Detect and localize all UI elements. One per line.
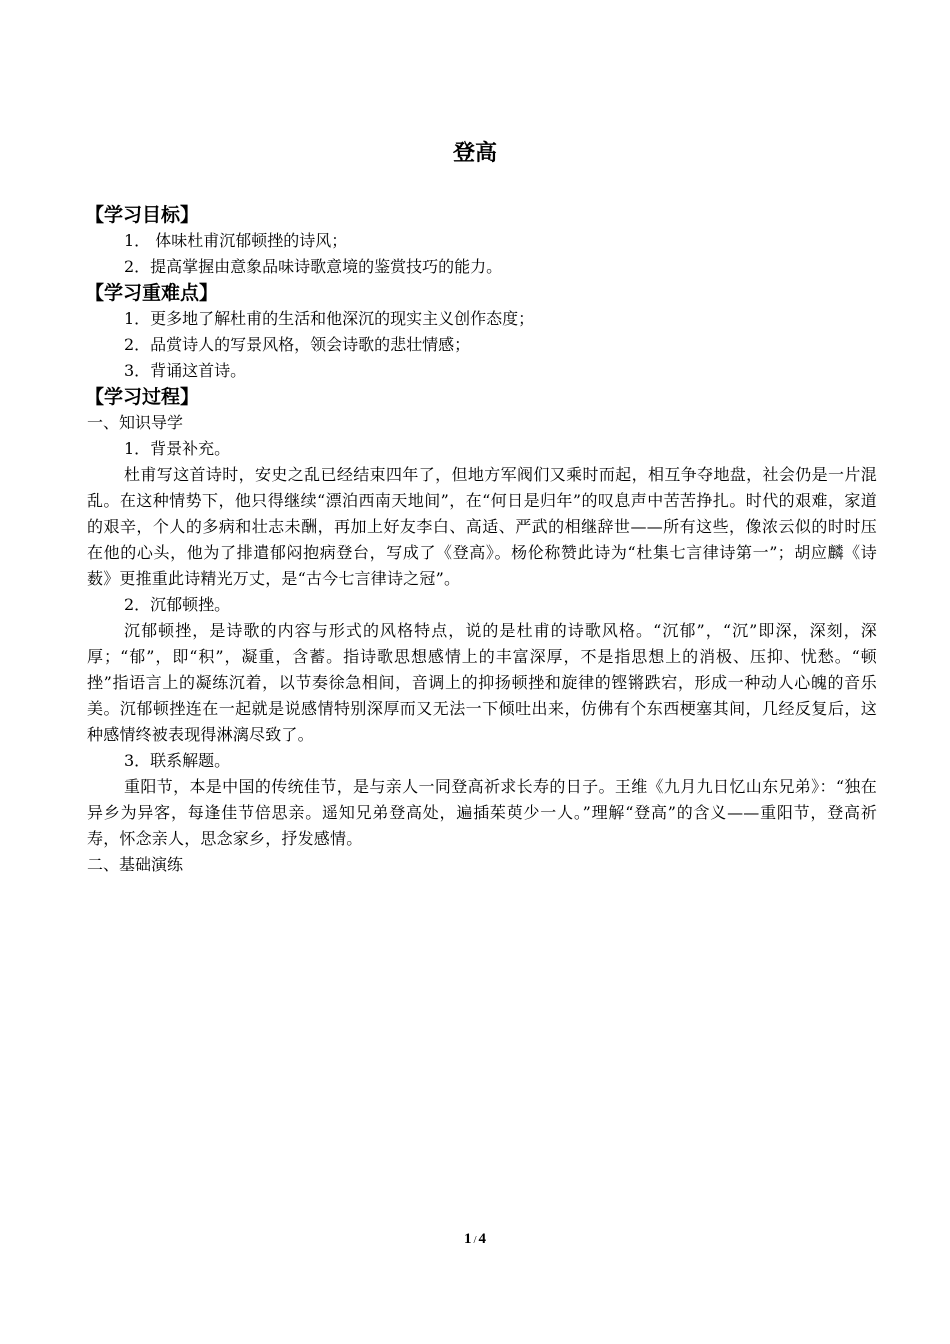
key-point-item: 1．更多地了解杜甫的生活和他深沉的现实主义创作态度；: [124, 309, 535, 328]
section-knowledge-guide: 一、知识导学: [87, 413, 184, 432]
current-page-number: 1: [463, 1231, 472, 1247]
key-point-item: 2．品赏诗人的写景风格，领会诗歌的悲壮情感；: [124, 335, 471, 354]
document-body: [87, 202, 877, 878]
page-title: 登高: [452, 141, 497, 166]
page-number: [0, 1228, 950, 1251]
page-separator: /: [473, 1234, 477, 1246]
paragraph-title-meaning: 重阳节，本是中国的传统佳节，是与亲人一同登高祈求长寿的日子。王维《九月九日忆山东兄弟》：“独在异乡为异客，每逢佳节倍思亲。遥知兄弟登高处，遍插茱萸少一人。”理解“登高”的含义——重阳节，登高祈寿，怀念亲人，思念家乡，抒发感情。: [87, 777, 877, 848]
key-point-item: 3．背诵这首诗。: [124, 361, 247, 380]
process-heading: 【学习过程】: [85, 386, 200, 408]
paragraph-style: 沉郁顿挫，是诗歌的内容与形式的风格特点，说的是杜甫的诗歌风格。“沉郁”，“沉”即深，深刻，深厚；“郁”，即“积”，凝重，含蓄。指诗歌思想感情上的丰富深厚，不是指思想上的消极、压抑、忧愁。“顿挫”指语言上的凝练沉着，以节奏徐急相间，音调上的抑扬顿挫和旋律的铿锵跌宕，形成一种动人心魄的音乐美。沉郁顿挫连在一起就是说感情特别深厚而又无法一下倾吐出来，仿佛有个东西梗塞其间，几经反复后，这种感情终被表现得淋漓尽致了。: [87, 621, 877, 744]
subsection-background: 1．背景补充。: [124, 439, 231, 458]
paragraph-background: 杜甫写这首诗时，安史之乱已经结束四年了，但地方军阀们又乘时而起，相互争夺地盘，社会仍是一片混乱。在这种情势下，他只得继续“漂泊西南天地间”，在“何日是归年”的叹息声中苦苦挣扎。时代的艰难，家道的艰辛，个人的多病和壮志未酬，再加上好友李白、高适、严武的相继辞世——所有这些，像浓云似的时时压在他的心头，他为了排遣郁闷抱病登台，写成了《登高》。杨伦称赞此诗为“杜集七言律诗第一”；胡应麟《诗薮》更推重此诗精光万丈，是“古今七言律诗之冠”。: [87, 465, 877, 588]
objective-item: 2．提高掌握由意象品味诗歌意境的鉴赏技巧的能力。: [124, 257, 503, 276]
objectives-heading: 【学习目标】: [85, 204, 200, 226]
total-page-count: 4: [478, 1231, 487, 1247]
key-points-heading: 【学习重难点】: [85, 282, 219, 304]
subsection-style: 2．沉郁顿挫。: [124, 595, 231, 614]
section-basic-practice: 二、基础演练: [87, 855, 184, 874]
objective-item: 1． 体味杜甫沉郁顿挫的诗风；: [124, 231, 348, 250]
subsection-title-meaning: 3．联系解题。: [124, 751, 231, 770]
